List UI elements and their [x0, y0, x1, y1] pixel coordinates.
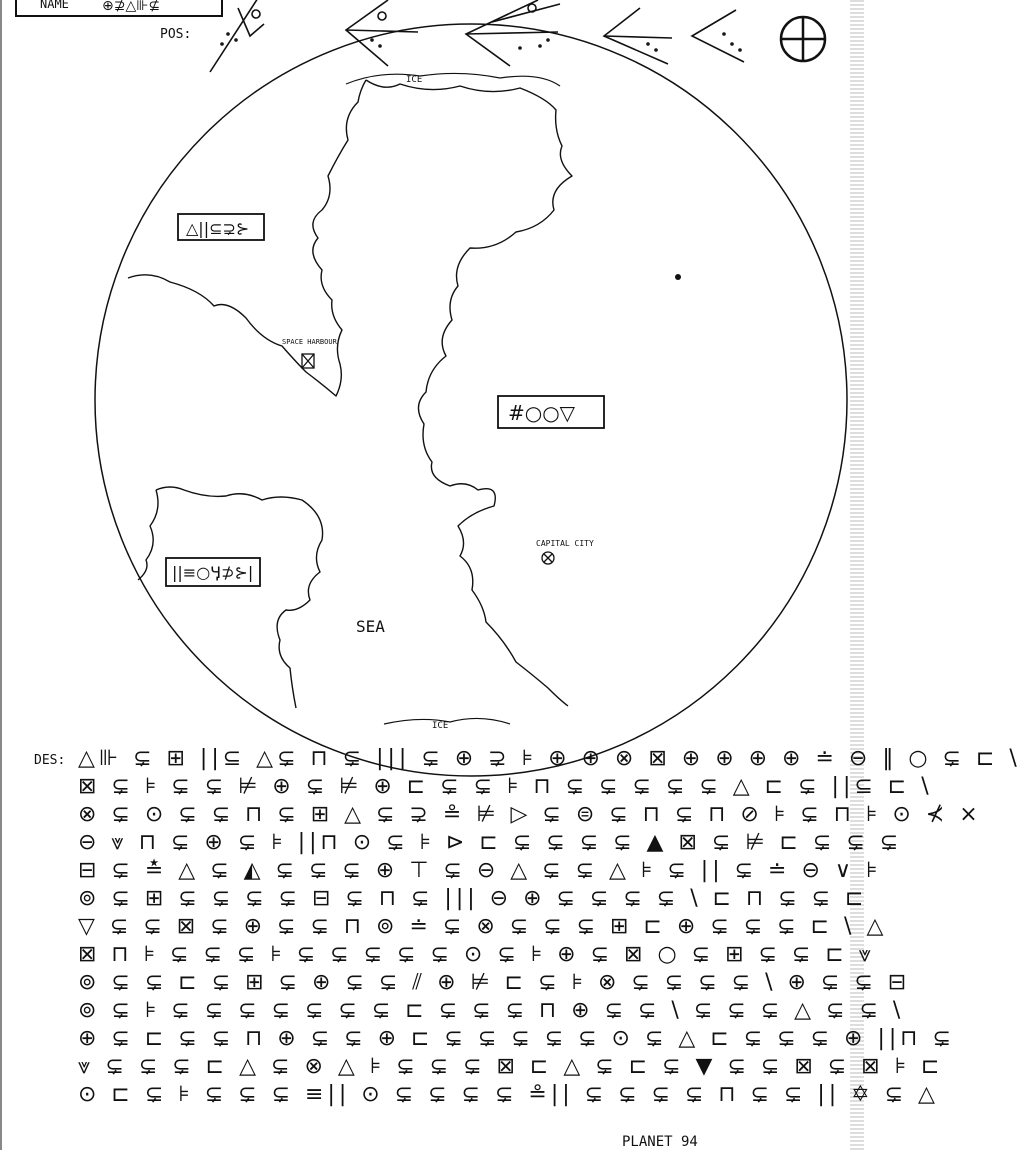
name-box	[16, 0, 222, 16]
ice-label-south: ICE	[432, 721, 449, 731]
planet-label: PLANET 94	[622, 1134, 698, 1150]
region-label-southwest: ||≡○Ӌ⊅⊱|	[172, 563, 254, 582]
space-harbour-label: SPACE HARBOUR	[282, 338, 337, 346]
name-value: ⊕⊉△⊪⊈	[102, 0, 161, 14]
description-line: ⊗ ⊊ ⊙ ⊊ ⊊ ⊓ ⊊ ⊞ △ ⊊ ⊋ ≗ ⊭ ▷ ⊊ ⊜ ⊊ ⊓ ⊊ ⊓ ⊘ ⊧ ⊊ ⊓ ⊧ ⊙ ⊀ ×	[78, 802, 982, 827]
region-box-east	[498, 396, 604, 428]
description-line: ▽ ⊊ ⊊ ⊠ ⊊ ⊕ ⊊ ⊊ ⊓ ⊚ ≐ ⊊ ⊗ ⊊ ⊊ ⊊ ⊞ ⊏ ⊕ ⊊ ⊊ ⊊ ⊏ \ △	[78, 914, 888, 939]
ice-label-north: ICE	[406, 75, 423, 85]
region-box-southwest	[166, 558, 260, 586]
description-line: ⊚ ⊊ ⊞ ⊊ ⊊ ⊊ ⊊ ⊟ ⊊ ⊓ ⊊ ||| ⊖ ⊕ ⊊ ⊊ ⊊ ⊊ \ ⊏ ⊓ ⊊ ⊊ ⊏	[78, 886, 868, 911]
description-line: ⊙ ⊏ ⊊ ⊧ ⊊ ⊊ ⊊ ≡|| ⊙ ⊊ ⊊ ⊊ ⊊ ≗|| ⊊ ⊊ ⊊ ⊊ ⊓ ⊊ ⊊ || ✡ ⊊ △	[78, 1082, 939, 1107]
position-marker-5	[692, 10, 744, 62]
description-line: ⊚ ⊊ ⊊ ⊏ ⊊ ⊞ ⊊ ⊕ ⊊ ⊊ ⫽ ⊕ ⊭ ⊏ ⊊ ⊧ ⊗ ⊊ ⊊ ⊊ ⊊ \ ⊕ ⊊ ⊊ ⊟	[78, 970, 911, 995]
position-marker-2	[346, 0, 418, 66]
description-line: ⊟ ⊊ ≛ △ ⊊ ◭ ⊊ ⊊ ⊊ ⊕ ⊤ ⊊ ⊖ △ ⊊ ⊊ △ ⊧ ⊊ || ⊊ ≐ ⊖ ∨ ⊧	[78, 858, 882, 883]
ice-cap-north	[346, 73, 560, 86]
position-marker-1	[210, 0, 264, 72]
description-line: ⊠ ⊊ ⊧ ⊊ ⊊ ⊭ ⊕ ⊊ ⊭ ⊕ ⊏ ⊊ ⊊ ⊧ ⊓ ⊊ ⊊ ⊊ ⊊ ⊊ △ ⊏ ⊊ ||⊆ ⊏ \	[78, 774, 933, 799]
region-box-northwest	[178, 214, 264, 240]
southwest-west-coast	[138, 490, 158, 580]
southwest-coast	[156, 487, 323, 708]
description-line: ⊚ ⊊ ⊧ ⊊ ⊊ ⊊ ⊊ ⊊ ⊊ ⊊ ⊏ ⊊ ⊊ ⊊ ⊓ ⊕ ⊊ ⊊ \ ⊊ ⊊ ⊊ △ ⊊ ⊊ \	[78, 998, 905, 1023]
position-marker-4	[604, 8, 672, 64]
northwest-border	[128, 80, 366, 396]
position-markers	[210, 0, 744, 72]
sea-label: SEA	[356, 617, 385, 636]
coastlines	[128, 80, 572, 708]
quadrant-circle-icon	[781, 17, 825, 61]
name-label: NAME	[40, 0, 69, 11]
region-label-east: #○○▽	[508, 401, 576, 425]
position-marker-3	[466, 0, 560, 66]
planet-disc	[95, 24, 847, 776]
space-harbour-marker-icon	[302, 354, 314, 368]
description-line: ⩔ ⊊ ⊊ ⊊ ⊏ △ ⊊ ⊗ △ ⊧ ⊊ ⊊ ⊊ ⊠ ⊏ △ ⊊ ⊏ ⊊ ▼ ⊊ ⊊ ⊠ ⊊ ⊠ ⊧ ⊏	[78, 1054, 944, 1079]
description-line: △⊪ ⊊ ⊞ ||⊆ △⊊ ⊓ ⊊ ||| ⊊ ⊕ ⊋ ⊧ ⊕ ⊕ ⊗ ⊠ ⊕ ⊕ ⊕ ⊕ ≐ ⊖ ‖ ○ ⊊ ⊏ \	[78, 746, 1021, 771]
pos-label: POS:	[160, 27, 192, 42]
description-line: ⊖ ⩔ ⊓ ⊊ ⊕ ⊊ ⊧ ||⊓ ⊙ ⊊ ⊧ ⊳ ⊏ ⊊ ⊊ ⊊ ⊊ ▲ ⊠ ⊊ ⊭ ⊏ ⊊ ⊊ ⊊	[78, 830, 903, 855]
star-marker-icon	[675, 274, 681, 280]
description-line: ⊠ ⊓ ⊧ ⊊ ⊊ ⊊ ⊧ ⊊ ⊊ ⊊ ⊊ ⊊ ⊙ ⊊ ⊧ ⊕ ⊊ ⊠ ○ ⊊ ⊞ ⊊ ⊊ ⊏ ⩔	[78, 942, 876, 967]
central-north-coast	[366, 80, 572, 706]
description-line: ⊕ ⊊ ⊏ ⊊ ⊊ ⊓ ⊕ ⊊ ⊊ ⊕ ⊏ ⊊ ⊊ ⊊ ⊊ ⊊ ⊙ ⊊ △ ⊏ ⊊ ⊊ ⊊ ⊕ ||⊓ ⊊	[78, 1026, 955, 1051]
region-label-northwest: △||⊆⊋⊱	[186, 219, 250, 238]
capital-city-marker-icon	[542, 552, 554, 564]
description-label: DES:	[34, 753, 66, 768]
capital-city-label: CAPITAL CITY	[536, 539, 594, 548]
